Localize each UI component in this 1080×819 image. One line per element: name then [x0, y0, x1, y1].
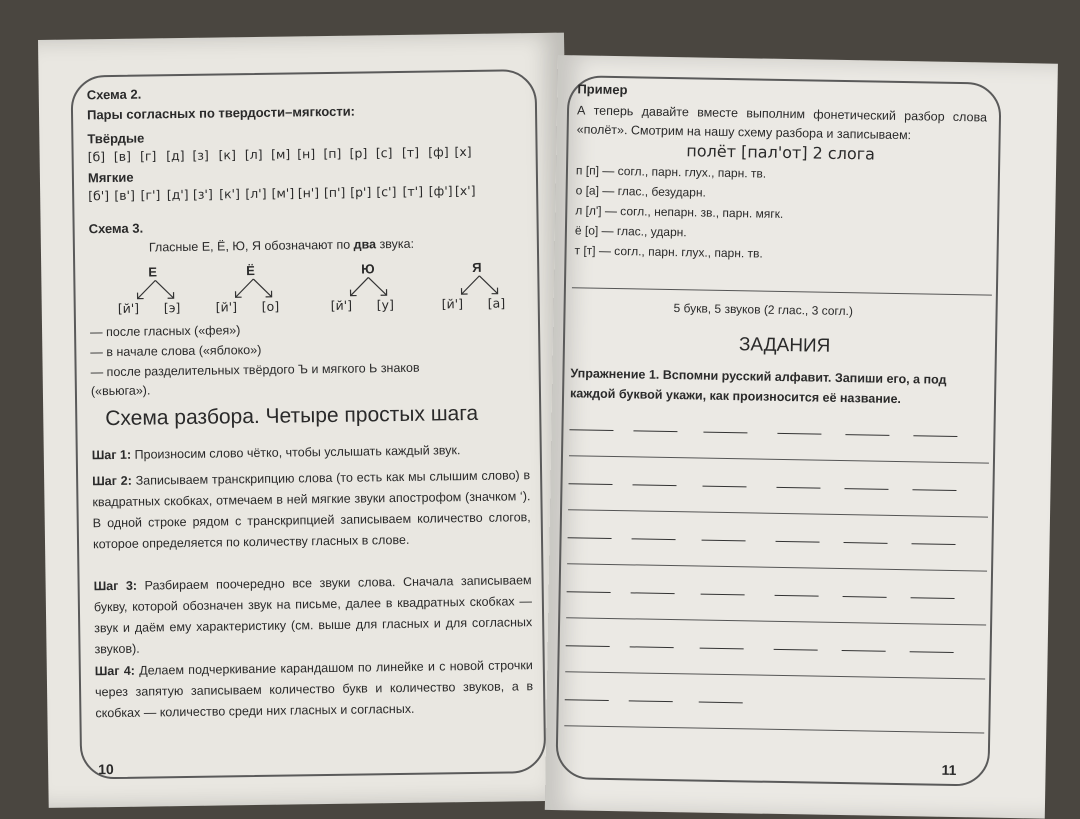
analysis-line-2: о [а] — глас., безударн. — [575, 183, 706, 200]
step-2-text: Записываем транскрипцию слова (то есть как мы слышим слово) в квадратных скобках, отмечаем в ней мягкие звуки апострофом (значком ‘). В одной строке рядом с транскрипцией записываем количество слогов, которое определяется по количеству гласных в слове. — [92, 468, 531, 552]
rule-2: — в начале слова («яблоко») — [90, 342, 262, 360]
scheme2-heading: Схема 2. — [86, 86, 142, 103]
analysis-line-5: т [т] — согл., парн. глух., парн. тв. — [574, 243, 763, 261]
hard-consonant-7: [л] — [244, 146, 263, 163]
vowel-sound-right-4: [а] — [487, 295, 506, 311]
soft-consonant-9: [н'] — [297, 185, 320, 201]
soft-consonant-12: [с'] — [376, 184, 397, 200]
vowel-sound-left-4: [й'] — [441, 296, 464, 312]
vowel-letter-2: Ё — [246, 262, 256, 279]
hard-consonant-3: [г] — [139, 148, 157, 164]
step-3-label: Шаг 3: — [93, 578, 138, 594]
rule-4: («вьюга»). — [90, 383, 151, 399]
hard-consonant-14: [ф] — [428, 144, 449, 160]
exercise-1: Упражнение 1. Вспомни русский алфавит. Запиши его, а под каждой буквой укажи, как произносится её название. — [569, 366, 947, 407]
hard-consonant-1: [б] — [87, 149, 106, 165]
example-heading: Пример — [577, 81, 628, 98]
step-2-label: Шаг 2: — [92, 473, 132, 489]
soft-consonant-6: [к'] — [219, 186, 241, 202]
hard-label: Твёрдые — [87, 130, 145, 147]
step-3-text: Разбираем поочередно все звуки слова. Сначала записываем букву, которой обозначен звук на письме, далее в квадратных скобках — звук и даём ему характеристику (см. выше для гласных и для согласных звуков). — [93, 573, 533, 657]
scheme2-subheading: Пары согласных по твердости–мягкости: — [86, 103, 356, 123]
example-intro: А теперь давайте вместе выполним фонетический разбор слова «полёт». Смотрим на нашу схему разбора и записываем: — [576, 103, 988, 143]
step-4 — [95, 655, 534, 724]
rule-1: — после гласных («фея») — [89, 323, 241, 340]
hard-consonant-10: [п] — [323, 145, 342, 162]
hard-consonant-12: [с] — [375, 145, 393, 161]
step-2 — [92, 465, 531, 555]
hard-consonant-13: [т] — [401, 144, 420, 160]
page-number-right: 11 — [941, 761, 957, 779]
hard-consonant-6: [к] — [218, 147, 237, 163]
step-4-label: Шаг 4: — [94, 663, 136, 679]
scheme3-intro-after: звука: — [379, 236, 415, 252]
vowel-sound-right-3: [у] — [376, 297, 394, 313]
analysis-line-4: ё [о] — глас., ударн. — [574, 223, 687, 240]
vowel-sound-left-2: [й'] — [215, 299, 238, 315]
soft-consonant-7: [л'] — [245, 185, 267, 202]
vowel-letter-3: Ю — [361, 261, 375, 277]
soft-consonant-10: [п'] — [323, 184, 346, 201]
tasks-heading: ЗАДАНИЯ — [738, 334, 831, 357]
vowel-letter-1: Е — [148, 264, 158, 280]
soft-label: Мягкие — [87, 169, 134, 186]
vowel-letter-4: Я — [472, 259, 482, 275]
step-3 — [93, 570, 532, 660]
hard-consonant-5: [з] — [192, 147, 209, 163]
vowel-sound-left-3: [й'] — [330, 297, 353, 313]
soft-consonant-5: [з'] — [192, 186, 213, 202]
soft-consonant-1: [б'] — [88, 188, 110, 204]
soft-consonant-4: [д'] — [166, 186, 189, 203]
soft-consonant-3: [г'] — [140, 187, 161, 203]
writing-area — [558, 55, 1058, 64]
step-4-text: Делаем подчеркивание карандашом по линейке и с новой строчки через запятую записываем количество букв и количество звуков, а в скобках — количество среди них гласных и согласных. — [95, 658, 534, 721]
soft-consonant-2: [в'] — [114, 187, 136, 203]
hard-consonant-15: [х] — [454, 143, 472, 160]
soft-consonant-11: [р'] — [350, 184, 372, 200]
scheme3-intro-bold: два — [353, 237, 377, 252]
soft-consonant-14: [ф'] — [428, 183, 453, 199]
hard-consonant-2: [в] — [113, 148, 132, 164]
page-number-left: 10 — [98, 761, 114, 778]
hard-consonant-9: [н] — [297, 146, 316, 162]
summary: 5 букв, 5 звуков (2 глас., 3 согл.) — [673, 301, 854, 319]
transcription: полёт [пал'от] 2 слога — [686, 141, 876, 164]
soft-consonant-8: [м'] — [271, 185, 295, 201]
vowel-sound-left-1: [й'] — [117, 300, 140, 316]
step-1-label: Шаг 1: — [91, 447, 132, 463]
vowel-sound-right-1: [э] — [163, 300, 181, 316]
vowel-sound-right-2: [о] — [261, 298, 280, 314]
analysis-line-3: л [л'] — согл., непарн. зв., парн. мягк. — [575, 203, 784, 221]
left-page — [38, 33, 575, 808]
hard-consonant-11: [р] — [349, 145, 368, 161]
scheme3-heading: Схема 3. — [88, 220, 144, 237]
hard-consonant-8: [м] — [270, 146, 291, 162]
right-page-frame — [555, 75, 1001, 786]
analysis-line-1: п [п] — согл., парн. глух., парн. тв. — [575, 163, 767, 181]
hard-consonant-4: [д] — [166, 147, 185, 164]
right-page — [545, 55, 1058, 819]
soft-consonant-15: [х'] — [454, 182, 476, 199]
soft-consonant-13: [т'] — [402, 183, 424, 199]
step-1-text: Произносим слово чётко, чтобы услышать каждый звук. — [134, 443, 461, 462]
parsing-title: Схема разбора. Четыре простых шага — [105, 401, 479, 431]
rule-3: — после разделительных твёрдого Ъ и мягкого Ь знаков — [90, 360, 420, 380]
scheme3-intro-before: Гласные Е, Ё, Ю, Я обозначают по — [148, 237, 351, 255]
